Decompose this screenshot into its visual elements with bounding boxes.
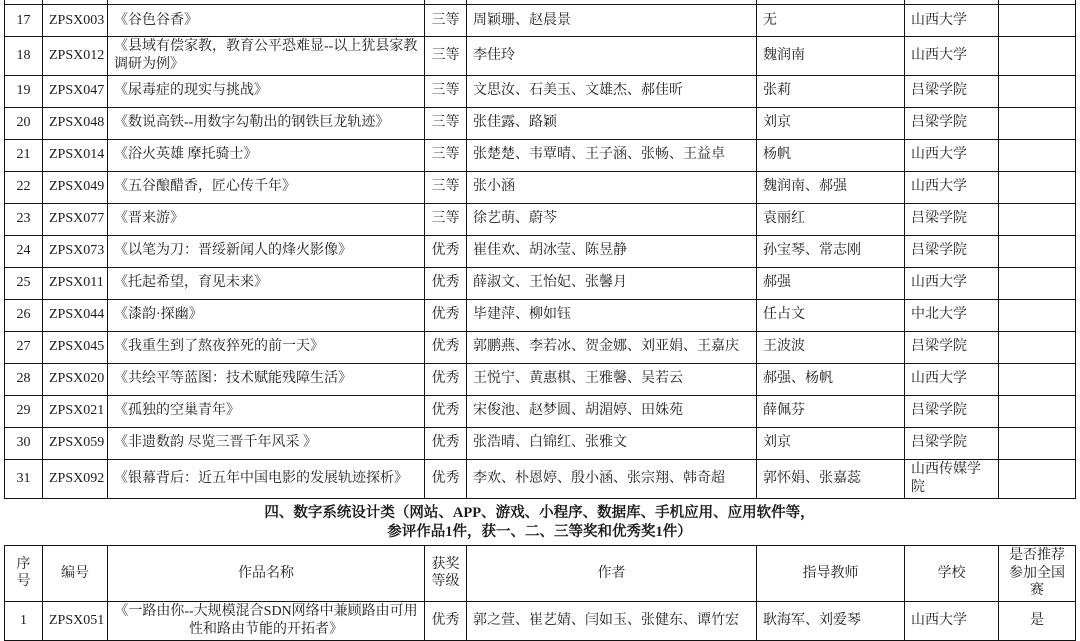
cell-code: ZPSX003 xyxy=(43,5,108,37)
cell-title: 《非遗数韵 尽览三晋千年风采 》 xyxy=(108,427,425,459)
cell-authors: 文思汝、石美玉、文雄杰、郝佳昕 xyxy=(467,75,757,107)
cell-recommend-national xyxy=(999,395,1076,427)
cell-school: 山西大学 xyxy=(905,602,999,641)
table-row xyxy=(5,459,1076,498)
table-row xyxy=(5,331,1076,363)
cell-title: 《以笔为刀：晋绥新闻人的烽火影像》 xyxy=(108,235,425,267)
table-row xyxy=(5,139,1076,171)
cell-advisor: 王波波 xyxy=(757,331,905,363)
cell-title: 《县域有偿家教，教育公平恐难显--以上犹县家教调研为例》 xyxy=(108,37,425,76)
cell-advisor: 郭怀娟、张嘉蕊 xyxy=(757,459,905,498)
cell-code: ZPSX047 xyxy=(43,75,108,107)
cell-authors: 徐艺萌、蔚芩 xyxy=(467,203,757,235)
cell-school: 山西大学 xyxy=(905,267,999,299)
cell-recommend-national xyxy=(999,107,1076,139)
cell-title: 《漆韵·探幽》 xyxy=(108,299,425,331)
cell-title: 《数说高铁--用数字勾勒出的钢铁巨龙轨迹》 xyxy=(108,107,425,139)
cell-school: 山西大学 xyxy=(905,363,999,395)
cell-authors: 薛淑文、王怡妃、张馨月 xyxy=(467,267,757,299)
table-row xyxy=(5,363,1076,395)
cell-advisor: 郝强 xyxy=(757,267,905,299)
cell-authors: 张佳露、路颖 xyxy=(467,107,757,139)
cell-code: ZPSX020 xyxy=(43,363,108,395)
cell-advisor: 薛佩芬 xyxy=(757,395,905,427)
cell-recommend-national xyxy=(999,203,1076,235)
header-row xyxy=(5,545,1076,602)
column-header: 序号 xyxy=(5,545,43,602)
cell-title: 《托起希望，育见未来》 xyxy=(108,267,425,299)
table-row xyxy=(5,75,1076,107)
section-title-line1: 四、数字系统设计类（网站、APP、游戏、小程序、数据库、手机应用、应用软件等， xyxy=(264,504,815,521)
cell-advisor: 魏润南、郝强 xyxy=(757,171,905,203)
cell-index: 18 xyxy=(5,37,43,76)
column-header: 编号 xyxy=(43,545,108,602)
cell-title: 《银幕背后：近五年中国电影的发展轨迹探析》 xyxy=(108,459,425,498)
cell-advisor: 张莉 xyxy=(757,75,905,107)
table-row xyxy=(5,5,1076,37)
cell-index: 24 xyxy=(5,235,43,267)
table-row xyxy=(5,427,1076,459)
column-header: 作品名称 xyxy=(108,545,425,602)
cell-recommend-national xyxy=(999,235,1076,267)
table-row xyxy=(5,107,1076,139)
cell-award-level: 优秀 xyxy=(425,395,467,427)
cell-school: 吕梁学院 xyxy=(905,427,999,459)
table-row xyxy=(5,171,1076,203)
cell-index: 31 xyxy=(5,459,43,498)
cell-index: 26 xyxy=(5,299,43,331)
section-title xyxy=(4,504,1075,542)
cell-title: 《共绘平等蓝图：技术赋能残障生活》 xyxy=(108,363,425,395)
cell-award-level: 三等 xyxy=(425,107,467,139)
cell-recommend-national xyxy=(999,267,1076,299)
cell-code: ZPSX051 xyxy=(43,602,108,641)
cell-title: 《一路由你--大规模混合SDN网络中兼顾路由可用性和路由节能的开拓者》 xyxy=(108,602,425,641)
table-row xyxy=(5,235,1076,267)
cell-award-level: 三等 xyxy=(425,75,467,107)
cell-authors: 王悦宁、黄惠棋、王雅馨、吴若云 xyxy=(467,363,757,395)
cell-authors: 李欢、朴恩婷、殷小涵、张宗翔、韩奇超 xyxy=(467,459,757,498)
cell-advisor: 刘京 xyxy=(757,107,905,139)
cell-advisor: 孙宝琴、常志刚 xyxy=(757,235,905,267)
cell-code: ZPSX049 xyxy=(43,171,108,203)
table-row xyxy=(5,37,1076,76)
cell-award-level: 三等 xyxy=(425,203,467,235)
cell-code: ZPSX092 xyxy=(43,459,108,498)
cell-award-level: 优秀 xyxy=(425,427,467,459)
table-row xyxy=(5,299,1076,331)
cell-recommend-national xyxy=(999,459,1076,498)
cell-advisor: 无 xyxy=(757,5,905,37)
cell-school: 山西大学 xyxy=(905,37,999,76)
cell-advisor: 杨帆 xyxy=(757,139,905,171)
cell-school: 山西大学 xyxy=(905,139,999,171)
cell-authors: 李佳玲 xyxy=(467,37,757,76)
cell-code: ZPSX012 xyxy=(43,37,108,76)
cell-authors: 周颖珊、赵晨景 xyxy=(467,5,757,37)
cell-title: 《我重生到了熬夜猝死的前一天》 xyxy=(108,331,425,363)
cell-recommend-national xyxy=(999,5,1076,37)
cell-index: 23 xyxy=(5,203,43,235)
cell-recommend-national xyxy=(999,75,1076,107)
cell-advisor: 袁丽红 xyxy=(757,203,905,235)
cell-advisor: 郝强、杨帆 xyxy=(757,363,905,395)
awards-table-continued xyxy=(4,0,1076,499)
cell-index: 29 xyxy=(5,395,43,427)
cell-school: 山西传媒学院 xyxy=(905,459,999,498)
cell-title: 《尿毒症的现实与挑战》 xyxy=(108,75,425,107)
cell-code: ZPSX077 xyxy=(43,203,108,235)
cell-code: ZPSX048 xyxy=(43,107,108,139)
cell-index: 30 xyxy=(5,427,43,459)
cell-award-level: 优秀 xyxy=(425,299,467,331)
cell-school: 山西大学 xyxy=(905,5,999,37)
cell-school: 吕梁学院 xyxy=(905,395,999,427)
cell-title: 《五谷酿醋香，匠心传千年》 xyxy=(108,171,425,203)
cell-award-level: 三等 xyxy=(425,171,467,203)
table-row xyxy=(5,267,1076,299)
cell-code: ZPSX073 xyxy=(43,235,108,267)
cell-advisor: 刘京 xyxy=(757,427,905,459)
cell-title: 《浴火英雄 摩托骑士》 xyxy=(108,139,425,171)
cell-school: 吕梁学院 xyxy=(905,235,999,267)
cell-school: 山西大学 xyxy=(905,171,999,203)
cell-authors: 郭鹏燕、李若冰、贺金娜、刘亚娟、王嘉庆 xyxy=(467,331,757,363)
cell-award-level: 优秀 xyxy=(425,331,467,363)
cell-school: 吕梁学院 xyxy=(905,203,999,235)
cell-code: ZPSX011 xyxy=(43,267,108,299)
cell-code: ZPSX045 xyxy=(43,331,108,363)
cell-recommend-national xyxy=(999,363,1076,395)
cell-index: 21 xyxy=(5,139,43,171)
cell-index: 22 xyxy=(5,171,43,203)
cell-award-level: 三等 xyxy=(425,37,467,76)
cell-authors: 张楚楚、韦覃晴、王子涵、张畅、王益卓 xyxy=(467,139,757,171)
cell-school: 中北大学 xyxy=(905,299,999,331)
cell-award-level: 优秀 xyxy=(425,363,467,395)
cell-award-level: 优秀 xyxy=(425,459,467,498)
cell-school: 吕梁学院 xyxy=(905,75,999,107)
cell-advisor: 魏润南 xyxy=(757,37,905,76)
cell-recommend-national xyxy=(999,427,1076,459)
cell-authors: 崔佳欢、胡冰莹、陈昱静 xyxy=(467,235,757,267)
awards-table-digital-system-design xyxy=(4,545,1076,641)
cell-authors: 张小涵 xyxy=(467,171,757,203)
column-header: 学校 xyxy=(905,545,999,602)
cell-authors: 张浩晴、白锦红、张雅文 xyxy=(467,427,757,459)
cell-title: 《孤独的空巢青年》 xyxy=(108,395,425,427)
cell-index: 17 xyxy=(5,5,43,37)
cell-award-level: 三等 xyxy=(425,5,467,37)
cell-index: 25 xyxy=(5,267,43,299)
cell-recommend-national xyxy=(999,299,1076,331)
cell-recommend-national xyxy=(999,171,1076,203)
cell-award-level: 优秀 xyxy=(425,235,467,267)
cell-authors: 宋俊池、赵梦圆、胡湄婷、田姝苑 xyxy=(467,395,757,427)
cell-title: 《谷色谷香》 xyxy=(108,5,425,37)
cell-index: 28 xyxy=(5,363,43,395)
cell-school: 吕梁学院 xyxy=(905,107,999,139)
cell-authors: 毕建萍、柳如钰 xyxy=(467,299,757,331)
cell-code: ZPSX059 xyxy=(43,427,108,459)
column-header: 指导教师 xyxy=(757,545,905,602)
cell-award-level: 优秀 xyxy=(425,267,467,299)
cell-index: 27 xyxy=(5,331,43,363)
cell-award-level: 三等 xyxy=(425,139,467,171)
cell-code: ZPSX021 xyxy=(43,395,108,427)
cell-index: 1 xyxy=(5,602,43,641)
cell-authors: 郭之萱、崔艺婧、闫如玉、张健东、谭竹宏 xyxy=(467,602,757,641)
table-row xyxy=(5,602,1076,641)
cell-recommend-national xyxy=(999,331,1076,363)
cell-recommend-national xyxy=(999,139,1076,171)
cell-code: ZPSX044 xyxy=(43,299,108,331)
cell-title: 《晋来游》 xyxy=(108,203,425,235)
column-header: 是否推荐参加全国赛 xyxy=(999,545,1076,602)
column-header: 获奖等级 xyxy=(425,545,467,602)
cell-index: 19 xyxy=(5,75,43,107)
cell-recommend-national: 是 xyxy=(999,602,1076,641)
section-title-line2: 参评作品1件，获一、二、三等奖和优秀奖1件） xyxy=(387,523,692,540)
table-row xyxy=(5,203,1076,235)
cell-recommend-national xyxy=(999,37,1076,76)
table-row xyxy=(5,395,1076,427)
column-header: 作者 xyxy=(467,545,757,602)
cell-advisor: 任占文 xyxy=(757,299,905,331)
cell-school: 吕梁学院 xyxy=(905,331,999,363)
cell-award-level: 优秀 xyxy=(425,602,467,641)
cell-advisor: 耿海军、刘爱琴 xyxy=(757,602,905,641)
cell-code: ZPSX014 xyxy=(43,139,108,171)
cell-index: 20 xyxy=(5,107,43,139)
